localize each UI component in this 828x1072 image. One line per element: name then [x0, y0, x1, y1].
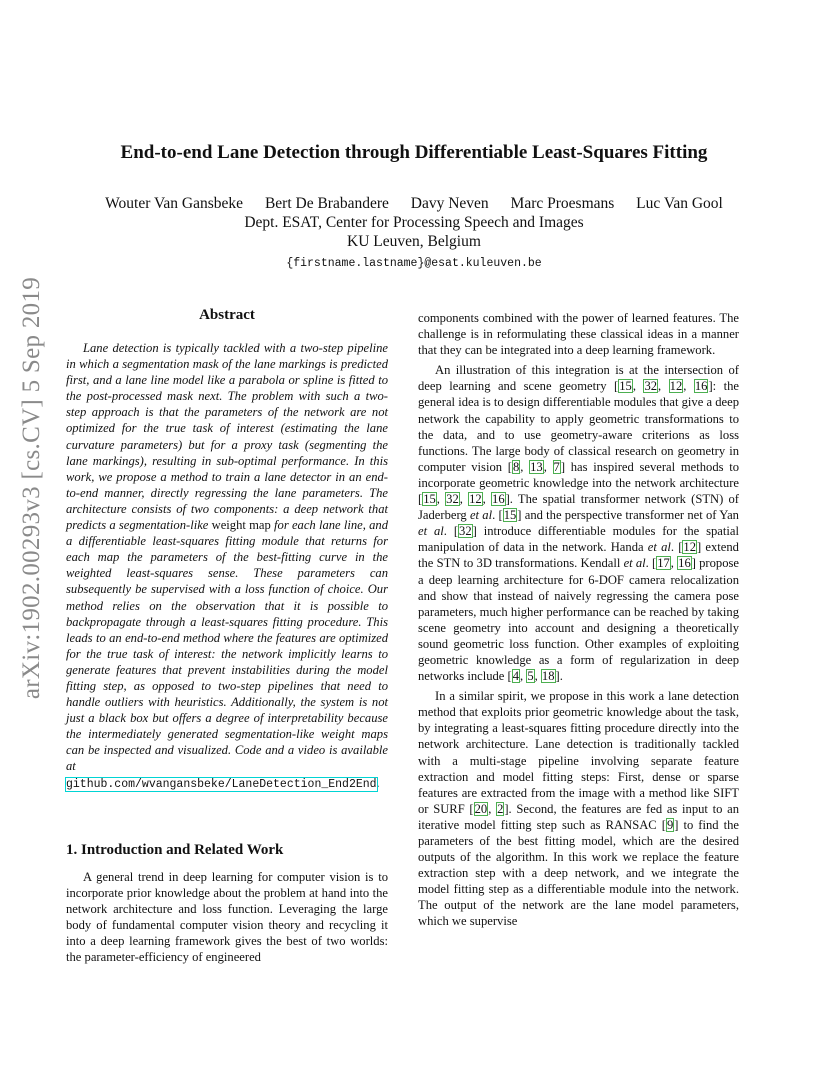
citation-link[interactable]: 15 — [619, 379, 632, 394]
citation-link[interactable]: 12 — [469, 492, 482, 507]
author-name: Bert De Brabandere — [264, 195, 389, 212]
citation-link[interactable]: 20 — [474, 801, 488, 816]
abstract-text: . — [376, 775, 380, 790]
intro-body — [66, 869, 388, 966]
text: ]: the general idea is to design differentiable modules that give a deep network the capability to apply geometric transformations to the data, and to use geometry-aware criterions as loss functions. The large body of classical research on geometry in computer vision [ — [418, 379, 739, 474]
author-name: Davy Neven — [410, 195, 489, 212]
citation-link[interactable]: 32 — [446, 492, 459, 507]
code-link[interactable]: github.com/wvangansbeke/LaneDetection_End2End — [66, 777, 377, 791]
affiliation-line: KU Leuven, Belgium — [347, 233, 481, 250]
citation-link[interactable]: 32 — [644, 379, 658, 394]
text: , — [482, 492, 492, 507]
citation-link[interactable]: 13 — [530, 459, 543, 474]
paper-title: End-to-end Lane Detection through Differentiable Least-Squares Fitting — [120, 142, 708, 163]
citation-link[interactable]: 17 — [657, 556, 670, 571]
text: In a similar spirit, we propose in this work a lane detection method that exploits prior geometric knowledge about the task, by integrating a least-squares fitting procedure directly into the network architecture. Lane detection is traditionally tackled with a multi-stage pipeline involving separate feature extraction and model fitting steps: First, dense or sparse features are extracted from the image with a method like SIFT or SURF [ — [418, 689, 739, 816]
text: et al — [418, 524, 444, 539]
text: . [ — [492, 508, 503, 523]
citation-link[interactable]: 12 — [669, 379, 683, 394]
text: , — [488, 801, 497, 816]
text: ] propose a deep learning architecture for 6-DOF camera relocalization and show that instead of naively regressing the camera pose parameters, much higher performance can be reached by taking scene geometry into account and designing a theoretically sound geometric loss function. Other examples of exploiting geometric knowledge as a form of regularization in deep networks include [ — [418, 556, 739, 684]
citation-link[interactable]: 12 — [683, 540, 697, 555]
text: ] to find the parameters of the best fitting model, which are the desired outputs of the algorithm. In this work we replace the feature extraction step with a deep network, and we integrate the model fitting step as a differentiable module into the network. The output of the network are the lane model parameters, which we supervise — [418, 817, 740, 929]
text: ] introduce differentiable modules for the spatial manipulation of data in the network. Handa — [418, 524, 739, 555]
abstract-heading: Abstract — [199, 307, 255, 323]
abstract-text: Lane detection is typically tackled with a two-step pipeline in which a segmentation mask of the lane markings is predicted first, and a lane line model like a parabola or spline is fitted to the post-processed mask next. The problem with such a two-step approach is that the parameters of the network are not optimized for the true task of interest (estimating the lane curvature parameters) but for a proxy task (segmenting the lane markings), resulting in sub-optimal performance. In this work, we propose a method to train a lane detector in an end-to-end manner, directly regressing the lane parameters. The architecture consists of two components: a deep network that predicts a segmentation-like — [66, 341, 388, 533]
citation-link[interactable]: 15 — [423, 492, 436, 507]
right-column-body — [418, 310, 739, 930]
abstract-text: for each lane line, and a differentiable least-squares fitting module that returns for each map the parameters of the best-fitting curve in the weighted least-squares sense. These parameters can subsequently be supervised with a loss function of choice. Our method relies on the observation that it is possible to backpropagate through a least-squares fitting procedure. This leads to an end-to-end method where the features are optimized for the true task of interest: the network implicitly learns to generate features that prevent instabilities during the model fitting step, as opposed to two-step pipelines that need to handle outliers with heuristics. Additionally, the system is not just a black box but offers a degree of interpretability because the intermediately generated segmentation-like weight maps can be inspected and visualized. Code and a video is available at — [66, 518, 389, 774]
text: , — [632, 379, 644, 394]
text: ] has inspired several methods to incorporate geometric knowledge into the network architecture [ — [418, 459, 740, 507]
citation-link[interactable]: 16 — [492, 492, 505, 507]
abstract-body — [66, 340, 388, 793]
author-list — [0, 195, 828, 213]
text: et al — [469, 508, 493, 523]
author-name: Wouter Van Gansbeke — [105, 195, 244, 212]
citation-link[interactable]: 7 — [553, 459, 560, 474]
text: ]. The spatial transformer network (STN) of Jaderberg — [418, 492, 740, 523]
text: ]. — [555, 669, 563, 684]
citation-link[interactable]: 15 — [503, 508, 517, 523]
citation-link[interactable]: 8 — [512, 459, 520, 474]
text: , — [534, 669, 541, 684]
text: et al — [647, 540, 671, 555]
text: . [ — [670, 540, 683, 555]
text: , — [520, 669, 527, 684]
citation-link[interactable]: 32 — [459, 524, 472, 539]
paragraph: A general trend in deep learning for computer vision is to incorporate prior knowledge about the problem at hand into the network architecture and loss function. Leveraging the large body of fundamental computer vision theory and recycling it into a deep learning framework gives the best of two worlds: the parameter-efficiency of engineered — [66, 870, 388, 965]
text: , — [658, 379, 669, 394]
affiliation-line: Dept. ESAT, Center for Processing Speech and Images — [244, 214, 584, 231]
text: , — [459, 492, 469, 507]
section-heading: 1. Introduction and Related Work — [66, 842, 284, 858]
arxiv-stamp-text: arXiv:1902.00293v3 [cs.CV] 5 Sep 2019 — [18, 276, 45, 700]
citation-link[interactable]: 2 — [497, 801, 504, 816]
citation-link[interactable]: 16 — [678, 556, 691, 571]
text: . [ — [443, 524, 459, 539]
author-name: Luc Van Gool — [636, 195, 723, 212]
text: An illustration of this integration is at the intersection of deep learning and scene geometry [ — [418, 363, 739, 394]
text: , — [683, 379, 694, 394]
author-name: Marc Proesmans — [510, 195, 615, 212]
text: , — [436, 492, 446, 507]
paragraph: components combined with the power of learned features. The challenge is in reformulating these classical ideas in a manner that they can be integrated into a deep learning framework. — [418, 311, 739, 358]
text: , — [543, 459, 553, 474]
text: et al — [623, 556, 646, 571]
citation-link[interactable]: 16 — [694, 379, 708, 394]
text: ] and the perspective transformer net of Yan — [517, 508, 739, 523]
text: , — [520, 459, 530, 474]
citation-link[interactable]: 18 — [541, 669, 555, 684]
citation-link[interactable]: 4 — [512, 669, 520, 684]
author-email: {firstname.lastname}@esat.kuleuven.be — [286, 257, 542, 270]
citation-link[interactable]: 9 — [666, 817, 674, 832]
paragraph — [418, 362, 739, 684]
text: , — [670, 556, 678, 571]
abstract-text: weight map — [208, 518, 275, 533]
text: ] extend the STN to 3D transformations. Kendall — [418, 540, 739, 571]
citation-link[interactable]: 5 — [527, 669, 534, 684]
text: . [ — [645, 556, 657, 571]
paragraph — [418, 688, 739, 929]
text: ]. Second, the features are fed as input to an iterative model fitting step such as RANSAC [ — [418, 801, 740, 832]
